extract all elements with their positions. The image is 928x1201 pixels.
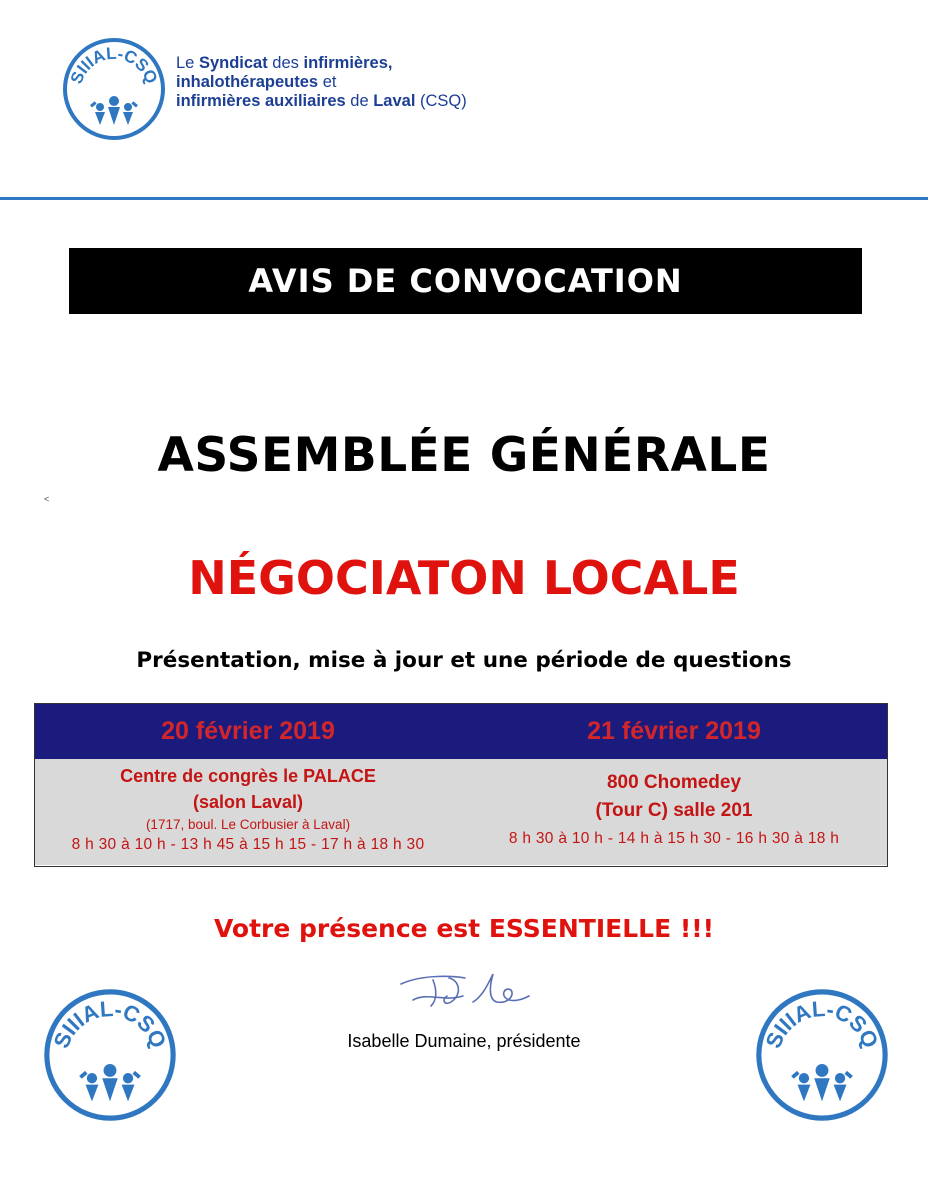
closing-message: Votre présence est ESSENTIELLE !!! [213,914,715,943]
session-1-hours: 8 h 30 à 10 h - 13 h 45 à 15 h 15 - 17 h à 18 h 30 [71,836,425,853]
notice-banner: AVIS DE CONVOCATION [69,248,862,314]
venue-2-line2: (Tour C) salle 201 [595,800,753,821]
stray-mark: < [44,494,50,504]
schedule-table [34,703,888,867]
agenda-subtitle: Présentation, mise à jour et une période de questions [136,648,792,673]
date-1: 20 février 2019 [161,717,335,745]
date-2: 21 février 2019 [587,717,761,745]
siiial-logo-icon [43,988,177,1122]
schedule-header-row [35,704,887,759]
assembly-title: ASSEMBLÉE GÉNÉRALE [157,428,771,483]
negotiation-title: NÉGOCIATON LOCALE [188,551,740,605]
header-divider [0,197,928,200]
signature-image [393,966,533,1016]
session-1 [35,759,461,865]
venue-1-address: (1717, boul. Le Corbusier à Laval) [145,817,351,832]
session-2-hours: 8 h 30 à 10 h - 14 h à 15 h 30 - 16 h 30 à 18 h [508,830,840,847]
signer-name: Isabelle Dumaine, présidente [347,1031,581,1051]
siiial-logo-icon [62,37,166,141]
session-2 [461,759,887,865]
schedule-body-row [35,759,887,865]
svg-text:SIIIAL-CSQ: SIIIAL-CSQ [48,996,172,1052]
venue-1-line1: Centre de congrès le PALACE [120,766,376,786]
organization-name: Le Syndicat des infirmières, inhalothérapeutes et infirmières auxiliaires de Laval (CSQ) [176,54,467,110]
venue-1-line2: (salon Laval) [192,792,304,812]
svg-text:SIIIAL-CSQ: SIIIAL-CSQ [66,43,162,87]
siiial-logo-icon [755,988,889,1122]
svg-text:SIIIAL-CSQ: SIIIAL-CSQ [760,996,884,1052]
venue-2-line1: 800 Chomedey [606,772,742,793]
